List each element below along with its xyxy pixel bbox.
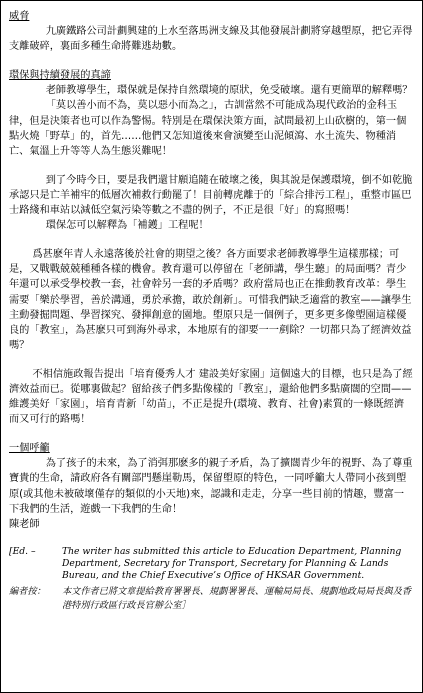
author-signature: 陳老師 bbox=[9, 518, 40, 530]
editor-note bbox=[9, 546, 413, 583]
paragraph: 到了今時今日，要是我們還甘願追隨在破壞之後，與其說是保護環境，倒不如乾脆承認只是亡羊補牢的低層次補救行動罷了！目前轉虎離于的「綜合排污工程」，重整市區巴士路綫和車站以減低空氣污染等數之不盡的例子，不正是很「好」的寫照嗎！ bbox=[9, 174, 413, 217]
section-title-appeal: 一個呼籲 bbox=[9, 443, 50, 455]
editor-note-chinese-label: 編者按： bbox=[9, 586, 46, 598]
section-environment bbox=[9, 68, 413, 427]
paragraph: 不相信施政報告提出「培育優秀人才 建設美好家園」這個遠大的目標，也只是為了經濟效益而已。從哪裏做起？留給孩子們多點像樣的「教室」，還給他們多點廣闊的空間——維護美好「家園」，培育青新「幼苗」，不正是提升(環境、教育、社會)素質的一條既經濟而又可行的路嗎！ bbox=[9, 368, 413, 426]
paragraph: 爲甚麽年青人永遠落後於社會的期望之後？各方面要求老師教導學生這樣那樣；可是，又戰戰兢兢種種各樣的機會。教育還可以停留在「老師講，學生聽」的局面嗎？青少年還可以承受學校教一套，社會幹另一套的矛盾嗎？政府當局也正在推動教育改革：學生需要「樂於學習，善於溝通，勇於承擔，敢於創新」。可惜我們缺乏適當的教室——讓學生主動發掘問題、學習探究、發揮創意的園地。塱原只是一個例子，更多更多像塱園這樣優良的「教室」，為甚麽只可到海外尋求，本地原有的卻要一一剷除？一切都只為了經濟效益嗎？ bbox=[9, 249, 412, 351]
paragraph: 老師教導學生，環保就是保持自然環境的原狀，免受破壞。還有更簡單的解釋嗎？ bbox=[45, 85, 413, 97]
editor-note-text: The writer has submitted this article to Education Department, Planning Department, Secretary for Transport, Secretary for Planning & Lands Bureau, and the Chief Executive’s Office of HKSAR Government. bbox=[62, 545, 402, 582]
section-title-threat: 威脅 bbox=[9, 11, 30, 22]
paragraph: 環保怎可以解釋為「補鑊」工程呢！ bbox=[45, 220, 209, 232]
paragraph: 「莫以善小而不為，莫以惡小而為之」，古訓當然不可能成為現代政治的金科玉律，但是決策者也可以作為警惕。特別是在環保決策方面，試問最初上山砍樹的，第一個點火燒「野草」的，首先……他們又怎知道後來會演變至山泥傾瀉、水土流失、物種消亡、氣溫上升等等人為生態災難呢！ bbox=[9, 100, 407, 157]
section-threat bbox=[9, 9, 413, 54]
editor-note-label: [Ed. – bbox=[9, 545, 36, 557]
paragraph: 為了孩子的未來，為了消弭那麽多的親子矛盾，為了擴闊青少年的視野、為了尊重寶貴的生命，請政府各有關部門懸崖勒馬，保留塱原的特色，一同呼籲大人帶同小孩到塱原(或其他未被破壞僅存的類似的小天地)來，認識和走走，分享一些目前的情趣，豐富一下我們的生活，遊戲一下我們的生命！ bbox=[9, 458, 413, 515]
editor-note-chinese bbox=[9, 585, 413, 613]
editor-note-chinese-text: 本文作者已將文章提給教育署署長、規劃署署長、運輸局局長、規劃地政局局長與及香港特別行政區行政長官辦公室］ bbox=[62, 586, 412, 612]
section-appeal bbox=[9, 441, 413, 532]
section-title-environment: 環保與持續發展的真諦 bbox=[9, 70, 111, 82]
paragraph: 九廣鐵路公司計劃興建的上水至落馬洲支線及其他發展計劃將穿越塱原，把它弄得支離破碎，裏面多種生命將難逃劫數。 bbox=[9, 26, 413, 53]
